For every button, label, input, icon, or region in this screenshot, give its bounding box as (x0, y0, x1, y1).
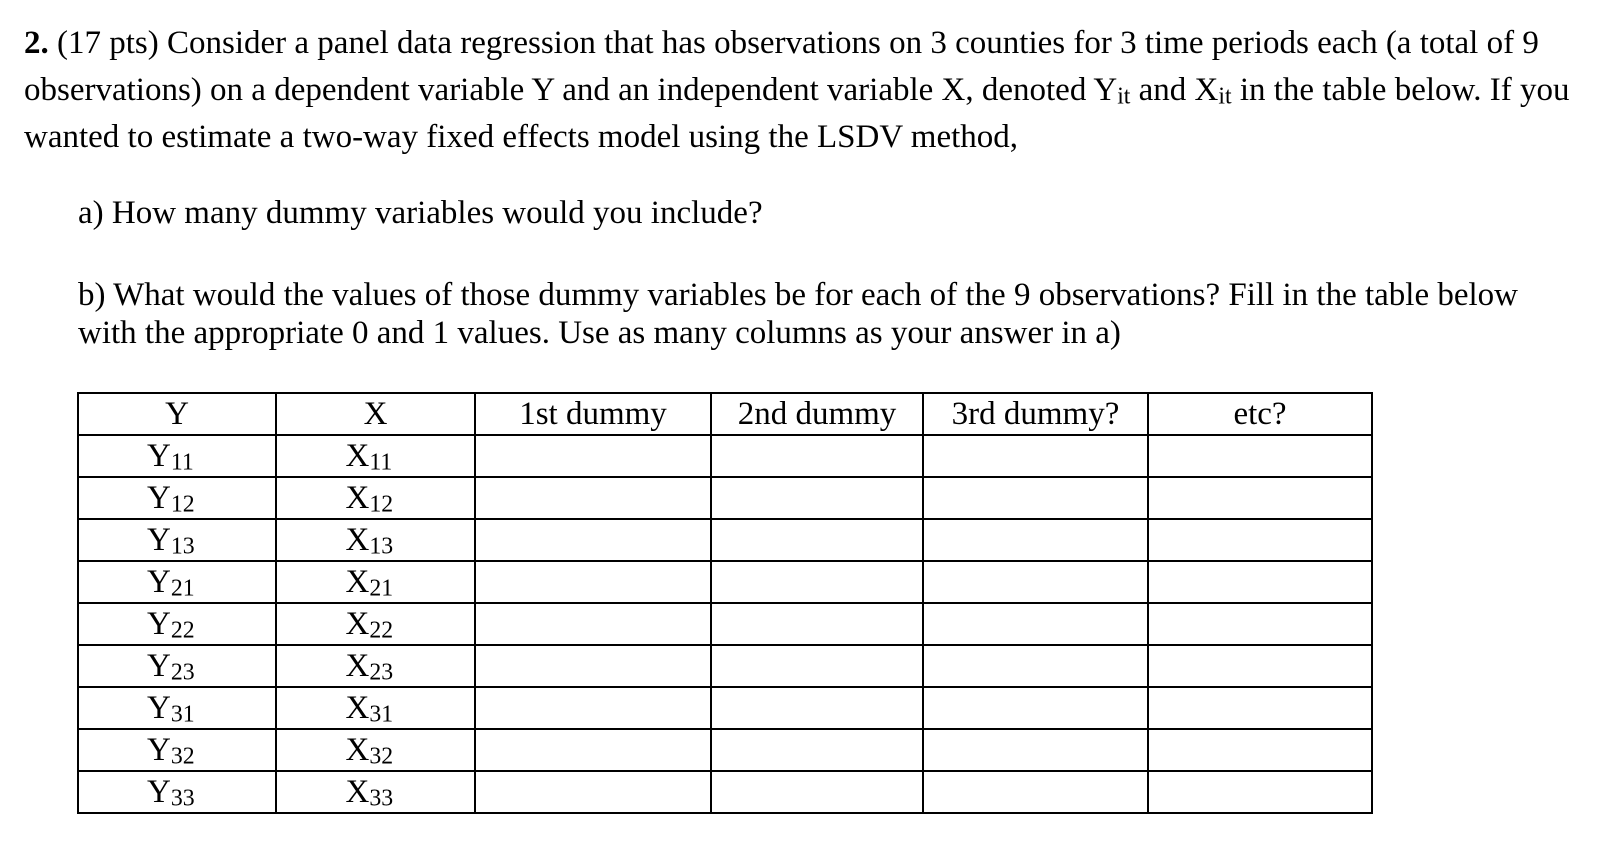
x-variable (346, 646, 406, 686)
x-variable (346, 688, 406, 728)
table-row (78, 435, 1372, 477)
header-3rd-dummy: 3rd dummy? (923, 393, 1148, 435)
x-cell (276, 729, 475, 771)
y-cell (78, 645, 276, 687)
dummy-etc-cell[interactable] (1148, 477, 1372, 519)
x-letter: X (345, 522, 370, 558)
x-subscript: 12 (369, 491, 394, 518)
header-x: X (276, 393, 475, 435)
x-letter: X (345, 648, 370, 684)
y-letter: Y (147, 606, 171, 642)
dummy-3-cell[interactable] (923, 603, 1148, 645)
dummy-2-cell[interactable] (711, 771, 923, 813)
x-cell (276, 771, 475, 813)
table-row (78, 687, 1372, 729)
y-variable (147, 772, 207, 812)
y-subscript: 22 (170, 617, 195, 644)
dummy-3-cell[interactable] (923, 729, 1148, 771)
x-letter: X (345, 606, 370, 642)
dummy-1-cell[interactable] (475, 729, 711, 771)
y-subscript: 32 (170, 743, 195, 770)
dummy-1-cell[interactable] (475, 477, 711, 519)
x-letter: X (345, 732, 370, 768)
dummy-1-cell[interactable] (475, 771, 711, 813)
y-subscript: 33 (170, 785, 195, 812)
dummy-etc-cell[interactable] (1148, 519, 1372, 561)
dummy-3-cell[interactable] (923, 687, 1148, 729)
y-letter: Y (147, 480, 171, 516)
y-cell (78, 603, 276, 645)
y-cell (78, 687, 276, 729)
dummy-2-cell[interactable] (711, 477, 923, 519)
x-variable (346, 478, 406, 518)
x-subscript: 21 (369, 575, 394, 602)
x-cell (276, 645, 475, 687)
dummy-1-cell[interactable] (475, 645, 711, 687)
y-letter: Y (147, 690, 171, 726)
dummy-etc-cell[interactable] (1148, 771, 1372, 813)
y-subscript: 31 (170, 701, 195, 728)
dummy-3-cell[interactable] (923, 561, 1148, 603)
table-row (78, 603, 1372, 645)
table-header-row (78, 393, 1372, 435)
x-letter: X (345, 480, 370, 516)
y-subscript: 21 (170, 575, 195, 602)
x-subscript: 33 (369, 785, 394, 812)
x-variable (346, 604, 406, 644)
y-letter: Y (147, 732, 171, 768)
y-cell (78, 477, 276, 519)
x-cell (276, 561, 475, 603)
x-subscript: 23 (369, 659, 394, 686)
y-cell (78, 435, 276, 477)
dummy-etc-cell[interactable] (1148, 687, 1372, 729)
y-variable (147, 604, 207, 644)
dummy-3-cell[interactable] (923, 645, 1148, 687)
dummy-variable-table (77, 392, 1373, 814)
subscript-it-x: it (1218, 83, 1232, 110)
header-1st-dummy: 1st dummy (475, 393, 711, 435)
y-letter: Y (147, 522, 171, 558)
dummy-1-cell[interactable] (475, 561, 711, 603)
x-variable (346, 436, 406, 476)
y-letter: Y (147, 648, 171, 684)
part-a-question: a) How many dummy variables would you include? (78, 195, 763, 231)
x-subscript: 22 (369, 617, 394, 644)
dummy-3-cell[interactable] (923, 771, 1148, 813)
x-letter: X (345, 690, 370, 726)
table-row (78, 729, 1372, 771)
table-row (78, 645, 1372, 687)
dummy-etc-cell[interactable] (1148, 645, 1372, 687)
dummy-2-cell[interactable] (711, 435, 923, 477)
x-variable (346, 772, 406, 812)
y-variable (147, 730, 207, 770)
y-variable (147, 688, 207, 728)
table-row (78, 477, 1372, 519)
dummy-etc-cell[interactable] (1148, 729, 1372, 771)
dummy-1-cell[interactable] (475, 687, 711, 729)
x-variable (346, 520, 406, 560)
x-cell (276, 435, 475, 477)
y-variable (147, 436, 207, 476)
question-text-3: in the table below. If you wanted to estimate a two-way fixed effects model using the LSDV method, (24, 72, 1570, 155)
dummy-1-cell[interactable] (475, 435, 711, 477)
dummy-3-cell[interactable] (923, 477, 1148, 519)
dummy-etc-cell[interactable] (1148, 435, 1372, 477)
x-cell (276, 519, 475, 561)
x-subscript: 32 (369, 743, 394, 770)
x-variable (346, 562, 406, 602)
y-cell (78, 771, 276, 813)
y-variable (147, 520, 207, 560)
header-etc: etc? (1148, 393, 1372, 435)
dummy-2-cell[interactable] (711, 603, 923, 645)
question-2-prompt (24, 20, 1584, 161)
x-variable (346, 730, 406, 770)
x-cell (276, 603, 475, 645)
dummy-3-cell[interactable] (923, 519, 1148, 561)
part-b-question: b) What would the values of those dummy variables be for each of the 9 observations? Fill in the table below with the appropriate 0 and 1 values. Use as many columns as your answer in a) (78, 277, 1519, 351)
y-variable (147, 478, 207, 518)
y-cell (78, 729, 276, 771)
table-row (78, 519, 1372, 561)
y-letter: Y (147, 774, 171, 810)
dummy-1-cell[interactable] (475, 603, 711, 645)
table-row (78, 771, 1372, 813)
x-letter: X (345, 774, 370, 810)
subscript-it-y: it (1117, 83, 1131, 110)
y-variable (147, 562, 207, 602)
dummy-3-cell[interactable] (923, 435, 1148, 477)
dummy-etc-cell[interactable] (1148, 603, 1372, 645)
x-cell (276, 687, 475, 729)
header-y: Y (78, 393, 276, 435)
dummy-etc-cell[interactable] (1148, 561, 1372, 603)
dummy-2-cell[interactable] (711, 519, 923, 561)
table-row (78, 561, 1372, 603)
header-2nd-dummy: 2nd dummy (711, 393, 923, 435)
x-subscript: 31 (369, 701, 394, 728)
y-cell (78, 519, 276, 561)
x-letter: X (345, 438, 370, 474)
x-letter: X (345, 564, 370, 600)
y-letter: Y (147, 564, 171, 600)
dummy-2-cell[interactable] (711, 729, 923, 771)
y-variable (147, 646, 207, 686)
question-text-2: and X (1130, 72, 1219, 108)
dummy-2-cell[interactable] (711, 645, 923, 687)
question-number: 2. (24, 25, 49, 61)
y-cell (78, 561, 276, 603)
y-subscript: 23 (170, 659, 195, 686)
y-letter: Y (147, 438, 171, 474)
x-subscript: 11 (369, 449, 393, 476)
dummy-2-cell[interactable] (711, 561, 923, 603)
x-subscript: 13 (369, 533, 394, 560)
y-subscript: 12 (170, 491, 195, 518)
dummy-2-cell[interactable] (711, 687, 923, 729)
question-text-1: (17 pts) Consider a panel data regression that has observations on 3 counties for 3 time periods each (a total of 9 observations) on a dependent variable Y and an independent variable X, denoted Y (24, 25, 1539, 108)
y-subscript: 13 (170, 533, 195, 560)
x-cell (276, 477, 475, 519)
dummy-1-cell[interactable] (475, 519, 711, 561)
y-subscript: 11 (170, 449, 194, 476)
